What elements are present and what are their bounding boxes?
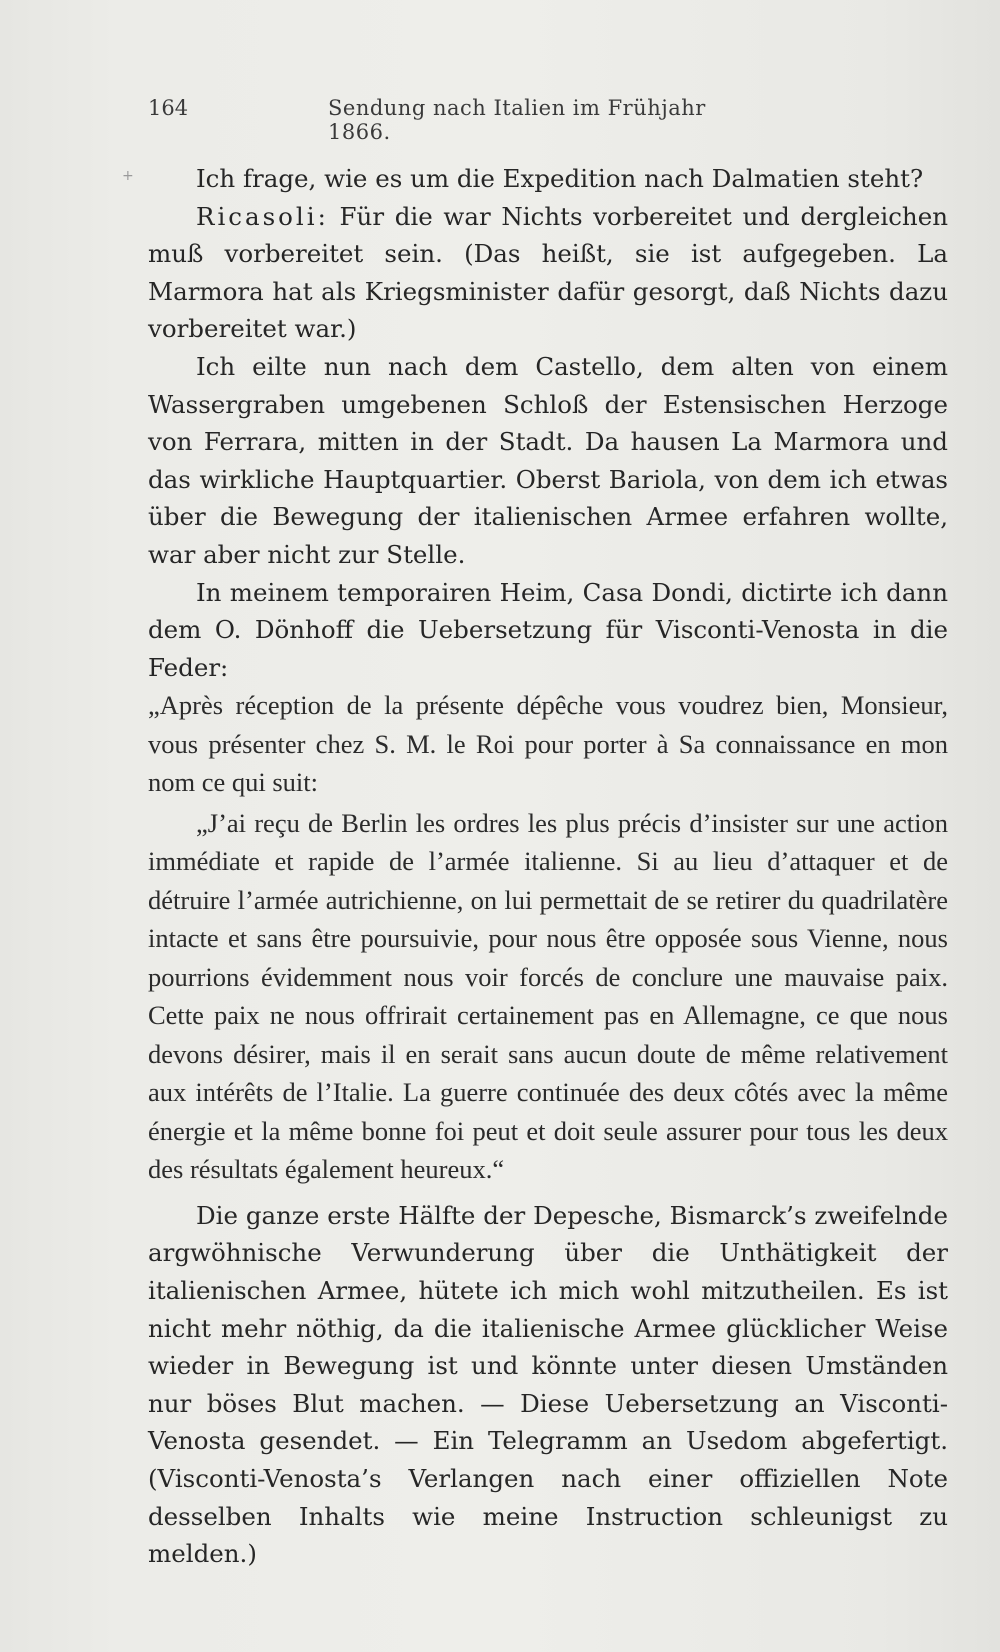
margin-mark: + <box>122 168 134 184</box>
paragraph-depesche: Die ganze erste Hälfte der Depesche, Bismarck’s zweifelnde argwöhnische Verwunderung über die Unthätigkeit der italienischen Armee, hütete ich mich wohl mitzutheilen. Es ist nicht mehr nöthig, da die italienische Armee glücklicher Weise wieder in Bewegung ist und könnte unter diesen Umständen nur böses Blut machen. — Diese Uebersetzung an Visconti-Venosta gesendet. — Ein Telegramm an Usedom abgefertigt. (Visconti-Venosta’s Verlangen nach einer offiziellen Note desselben Inhalts wie meine Instruction schleunigst zu melden.) <box>148 1200 948 1569</box>
paragraph-castello: Ich eilte nun nach dem Castello, dem alten von einem Wassergraben umgebenen Schloß der Estensischen Herzoge von Ferrara, mitten in der Stadt. Da hausen La Marmora und das wirkliche Hauptquartier. Oberst Bariola, von dem ich etwas über die Bewegung der italienischen Armee erfahren wollte, war aber nicht zur Stelle. <box>148 351 948 569</box>
page-body <box>148 160 948 1573</box>
paragraph-casa-dondi: In meinem temporairen Heim, Casa Dondi, dictirte ich dann dem O. Dönhoff die Uebersetzung für Visconti-Venosta in die Feder: <box>148 577 948 682</box>
french-dispatch-quote: „J’ai reçu de Berlin les ordres les plus précis d’insister sur une action immédiate et rapide de l’armée italienne. Si au lieu d’attaquer et de détruire l’armée autrichienne, on lui permettait de se retirer du quadrilatère intacte et sans être poursuivie, pour nous être opposée sous Vienne, nous pourrions évidemment nous voir forcés de conclure une mauvaise paix. Cette paix ne nous offrirait certainement pas en Allemagne, ce que nous devons désirer, mais il en serait sans aucun doute de même relativement aux intérêts de l’Italie. La guerre continuée des deux côtés avec la même énergie et la même bonne foi peut et doit seule assurer pour tous les deux des résultats également heureux.“ <box>148 807 948 1185</box>
paragraph-expedition-question: Ich frage, wie es um die Expedition nach Dalmatien steht? <box>196 164 924 193</box>
speaker-name: Ricasoli: <box>196 201 329 231</box>
paragraph-ricasoli <box>148 198 948 348</box>
french-dispatch-intro: „Après réception de la présente dépêche vous voudrez bien, Monsieur, vous présenter chez S. M. le Roi pour porter à Sa connaissance en mon nom ce qui suit: <box>148 690 948 798</box>
running-title: Sendung nach Italien im Frühjahr 1866. <box>328 96 706 144</box>
page-number: 164 <box>148 96 189 120</box>
speaker-text: Für die war Nichts vorbereitet und dergleichen muß vorbereitet sein. (Das heißt, sie ist aufgegeben. La Marmora hat als Kriegsminister dafür gesorgt, daß Nichts dazu vorbereitet war.) <box>148 201 948 344</box>
